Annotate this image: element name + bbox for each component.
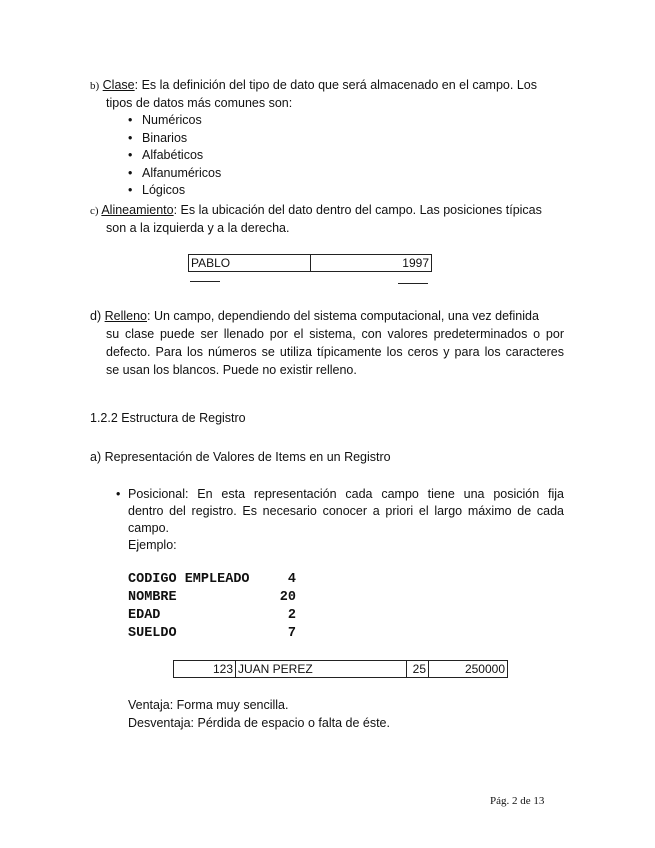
clase-line-2: tipos de datos más comunes son: <box>106 96 293 110</box>
alineamiento-line-2: son a la izquierda y a la derecha. <box>106 221 290 235</box>
field-row <box>128 571 296 589</box>
term-clase: Clase <box>102 78 135 92</box>
field-length: 20 <box>279 590 296 605</box>
page-number: Pág. 2 de 13 <box>490 795 545 807</box>
list-item: • Alfabéticos <box>128 147 221 165</box>
left-aligned-cell: PABLO <box>189 255 311 272</box>
list-item: • Numéricos <box>128 112 221 130</box>
bullet-posicional: • <box>116 487 121 501</box>
record-sueldo: 250000 <box>429 661 508 678</box>
clase-text-1: : Es la definición del tipo de dato que será almacenado en el campo. Los <box>134 78 537 92</box>
relleno-line-2: su clase puede ser llenado por el sistema, con valores predeterminados o por <box>106 327 564 341</box>
posicional-line-4: Ejemplo: <box>128 538 177 552</box>
ventaja-text: Ventaja: Forma muy sencilla. <box>128 698 289 712</box>
posicional-line-3: campo. <box>128 521 169 535</box>
desventaja-text: Desventaja: Pérdida de espacio o falta de éste. <box>128 716 390 730</box>
subsection-heading: a) Representación de Valores de Items en un Registro <box>90 450 391 464</box>
right-alignment-mark <box>398 283 428 284</box>
list-item: • Alfanuméricos <box>128 165 221 183</box>
field-name: SUELDO <box>128 626 177 641</box>
alineamiento-line-1 <box>90 202 542 220</box>
data-type-list <box>128 112 221 200</box>
field-row <box>128 607 296 625</box>
item-marker-b: b) <box>90 80 100 92</box>
field-length: 4 <box>287 572 296 587</box>
list-item: • Binarios <box>128 130 221 148</box>
alignment-example-table <box>188 254 432 272</box>
item-marker-c: c) <box>90 205 99 217</box>
posicional-line-2: dentro del registro. Es necesario conocer a priori el largo máximo de cada <box>128 504 564 518</box>
relleno-line-3: defecto. Para los números se utiliza típicamente los ceros y para los caracteres <box>106 345 564 359</box>
record-codigo: 123 <box>174 661 236 678</box>
list-item: • Lógicos <box>128 182 221 200</box>
field-row <box>128 589 296 607</box>
term-relleno: Relleno <box>104 309 147 323</box>
record-nombre: JUAN PEREZ <box>236 661 407 678</box>
record-example-table <box>173 660 508 678</box>
right-aligned-cell: 1997 <box>311 255 432 272</box>
relleno-line-1 <box>90 308 539 325</box>
field-length: 2 <box>287 608 296 623</box>
left-alignment-mark <box>190 281 220 282</box>
item-marker-d: d) <box>90 309 102 323</box>
field-definitions <box>128 571 296 643</box>
term-alineamiento: Alineamiento <box>101 203 174 217</box>
record-edad: 25 <box>407 661 429 678</box>
alineamiento-text-1: : Es la ubicación del dato dentro del campo. Las posiciones típicas <box>173 203 542 217</box>
field-length: 7 <box>287 626 296 641</box>
field-name: EDAD <box>128 608 161 623</box>
section-heading: 1.2.2 Estructura de Registro <box>90 411 246 425</box>
clase-line-1 <box>90 77 537 95</box>
relleno-text-1: : Un campo, dependiendo del sistema computacional, una vez definida <box>147 309 539 323</box>
relleno-line-4: se usan los blancos. Puede no existir relleno. <box>106 363 357 377</box>
field-name: CODIGO EMPLEADO <box>128 572 250 587</box>
field-name: NOMBRE <box>128 590 177 605</box>
field-row <box>128 625 296 643</box>
posicional-line-1: Posicional: En esta representación cada campo tiene una posición fija <box>128 487 564 501</box>
